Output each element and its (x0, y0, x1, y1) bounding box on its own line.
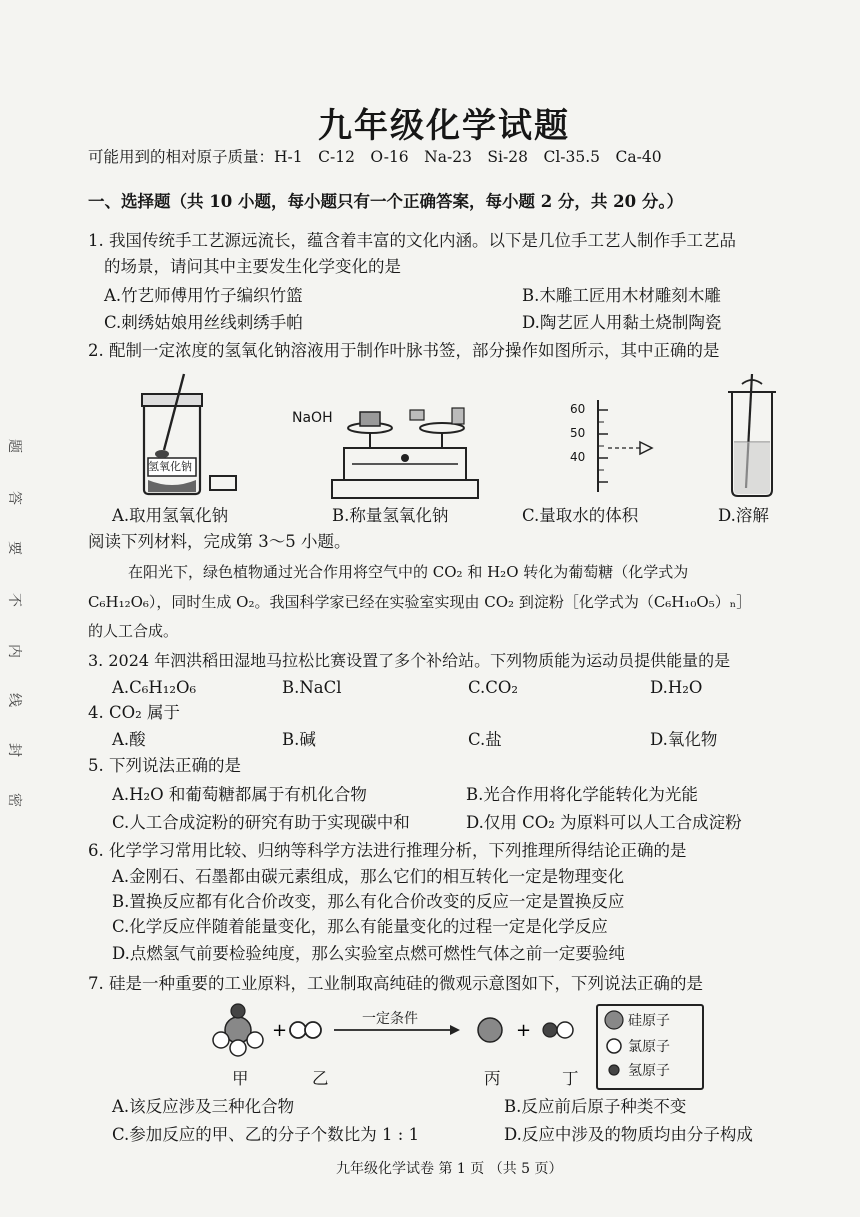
reading-p1: 在阳光下，绿色植物通过光合作用将空气中的 CO₂ 和 H₂O 转化为葡萄糖（化学式为 (128, 563, 689, 581)
q3-stem: 3. 2024 年泗洪稻田湿地马拉松比赛设置了多个补给站。下列物质能为运动员提供能量的是 (88, 651, 731, 670)
q1-option-d: D.陶艺匠人用黏土烧制陶瓷 (522, 313, 722, 332)
atomic-masses: 可能用到的相对原子质量：H-1 C-12 O-16 Na-23 Si-28 Cl-35.5 Ca-40 (88, 148, 662, 166)
q1-option-b: B.木雕工匠用木材雕刻木雕 (522, 286, 721, 305)
dissolving-figure (718, 372, 798, 502)
q5-option-a: A.H₂O 和葡萄糖都属于有机化合物 (112, 785, 367, 804)
q4-stem: 4. CO₂ 属于 (88, 703, 180, 722)
legend-hydrogen: 氢原子 (628, 1063, 670, 1079)
reading-p3: 的人工合成。 (88, 622, 179, 640)
legend-symbols (602, 1010, 626, 1082)
margin-char: 密 (6, 793, 22, 807)
q7-option-d: D.反应中涉及的物质均由分子构成 (504, 1125, 753, 1144)
legend-silicon: 硅原子 (628, 1013, 670, 1029)
margin-char: 要 (6, 541, 22, 555)
svg-text:+: + (516, 1020, 532, 1041)
q2-option-b: B.称量氢氧化钠 (332, 506, 449, 525)
jar-label: 氢氧化钠 (148, 460, 192, 473)
reaction-condition: 一定条件 (362, 1011, 418, 1027)
page-title: 九年级化学试题 (318, 106, 570, 146)
q7-option-a: A.该反应涉及三种化合物 (112, 1097, 295, 1116)
q5-option-d: D.仅用 CO₂ 为原料可以人工合成淀粉 (466, 813, 742, 832)
margin-char: 答 (6, 491, 22, 505)
reagent-jar-figure (132, 372, 252, 502)
margin-char: 题 (6, 439, 22, 453)
tick-60: 60 (570, 402, 586, 416)
q4-option-c: C.盐 (468, 730, 502, 749)
q7-stem: 7. 硅是一种重要的工业原料，工业制取高纯硅的微观示意图如下，下列说法正确的是 (88, 974, 703, 993)
q2-option-d: D.溶解 (718, 506, 769, 525)
label-bing: 丙 (484, 1069, 501, 1088)
q2-option-a: A.取用氢氧化钠 (112, 506, 229, 525)
margin-char: 不 (6, 593, 22, 607)
label-jia: 甲 (232, 1069, 249, 1088)
q7-option-b: B.反应前后原子种类不变 (504, 1097, 687, 1116)
q3-option-d: D.H₂O (650, 678, 703, 697)
q1-option-a: A.竹艺师傅用竹子编织竹篮 (104, 286, 303, 305)
q1-stem-line1: 1. 我国传统手工艺源远流长，蕴含着丰富的文化内涵。以下是几位手工艺人制作手工艺品 (88, 231, 736, 250)
q6-stem: 6. 化学学习常用比较、归纳等科学方法进行推理分析，下列推理所得结论正确的是 (88, 841, 687, 860)
balance-figure (330, 396, 480, 502)
q1-option-c: C.刺绣姑娘用丝线刺绣手帕 (104, 313, 303, 332)
svg-text:+: + (272, 1020, 288, 1041)
q3-option-c: C.CO₂ (468, 678, 519, 697)
naoh-label: NaOH (292, 410, 333, 426)
margin-char: 线 (6, 693, 22, 707)
page-footer: 九年级化学试卷 第 1 页 （共 5 页） (336, 1161, 563, 1177)
q1-stem-line2: 的场景，请问其中主要发生化学变化的是 (104, 257, 401, 276)
q5-option-c: C.人工合成淀粉的研究有助于实现碳中和 (112, 813, 410, 832)
label-yi: 乙 (312, 1069, 329, 1088)
q3-option-b: B.NaCl (282, 678, 342, 697)
q4-option-a: A.酸 (112, 730, 146, 749)
q7-option-c: C.参加反应的甲、乙的分子个数比为 1 : 1 (112, 1125, 420, 1144)
margin-char: 封 (6, 743, 22, 757)
q5-stem: 5. 下列说法正确的是 (88, 756, 241, 775)
tick-40: 40 (570, 450, 586, 464)
q3-option-a: A.C₆H₁₂O₆ (112, 678, 197, 697)
reading-p2: C₆H₁₂O₆），同时生成 O₂。我国科学家已经在实验室实现由 CO₂ 到淀粉［化学式为（C₆H₁₀O₅）ₙ］ (88, 593, 752, 611)
q6-option-c: C.化学反应伴随着能量变化，那么有能量变化的过程一定是化学反应 (112, 917, 608, 936)
q6-option-d: D.点燃氢气前要检验纯度，那么实验室点燃可燃性气体之前一定要验纯 (112, 944, 625, 963)
q2-option-c: C.量取水的体积 (522, 506, 639, 525)
label-ding: 丁 (562, 1069, 579, 1088)
section-heading: 一、选择题（共 10 小题，每小题只有一个正确答案，每小题 2 分，共 20 分。） (88, 192, 684, 211)
legend-chlorine: 氯原子 (628, 1039, 670, 1055)
q4-option-b: B.碱 (282, 730, 316, 749)
reading-intro: 阅读下列材料，完成第 3～5 小题。 (88, 532, 351, 551)
q6-option-b: B.置换反应都有化合价改变，那么有化合价改变的反应一定是置换反应 (112, 892, 625, 911)
tick-50: 50 (570, 426, 586, 440)
q5-option-b: B.光合作用将化学能转化为光能 (466, 785, 698, 804)
q2-stem: 2. 配制一定浓度的氢氧化钠溶液用于制作叶脉书签，部分操作如图所示，其中正确的是 (88, 341, 720, 360)
q4-option-d: D.氧化物 (650, 730, 718, 749)
q6-option-a: A.金刚石、石墨都由碳元素组成，那么它们的相互转化一定是物理变化 (112, 867, 625, 886)
margin-char: 内 (6, 644, 22, 658)
